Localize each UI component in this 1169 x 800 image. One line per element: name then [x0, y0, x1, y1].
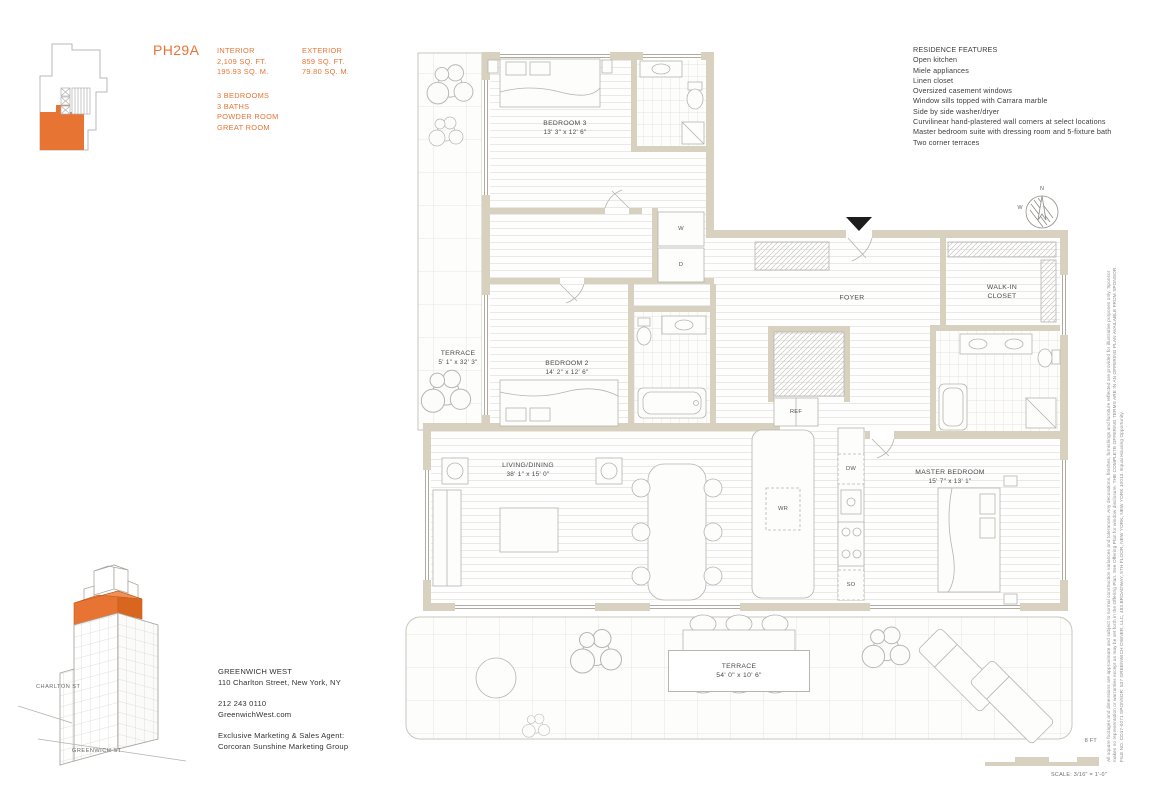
exterior-stats — [302, 46, 349, 78]
program-list — [217, 91, 279, 133]
scale-bar — [985, 738, 1107, 786]
room-label-bedroom2: BEDROOM 2 14' 2" x 12' 6" — [545, 360, 589, 376]
wine-fridge-label: WR — [777, 506, 789, 512]
agent-label: Exclusive Marketing & Sales Agent: — [218, 731, 345, 740]
interior-sqft: 2,109 SQ. FT. — [217, 56, 267, 66]
exterior-label: EXTERIOR — [302, 46, 343, 55]
street-label-greenwich: GREENWICH ST — [72, 748, 122, 754]
feature-item: Curvilinear hand-plastered wall corners at select locations — [913, 117, 1106, 127]
program-item: POWDER ROOM — [217, 112, 279, 121]
legal-line: FILE NO. CD17-0071 SPONSOR: 537 GREENWICH OWNER, LLC, 483 BROADWAY, 5TH FLOOR, NEW YORK, NEW YORK 10013. Equal Housing Opportunity. — [1118, 411, 1124, 762]
compass-n-label: N — [1040, 186, 1044, 192]
features-title: RESIDENCE FEATURES — [913, 45, 998, 54]
street-label-charlton: CHARLTON ST — [36, 684, 81, 690]
floor-plan — [400, 40, 1080, 752]
building-address: 110 Charlton Street, New York, NY — [218, 678, 341, 687]
scale-ratio-label: SCALE: 3/16" = 1'-0" — [1051, 772, 1107, 778]
compass-w-label: W — [1017, 205, 1023, 211]
room-label-foyer: FOYER — [839, 294, 865, 302]
feature-item: Two corner terraces — [913, 137, 980, 147]
legal-disclaimer — [1106, 222, 1125, 762]
compass-icon — [1026, 196, 1058, 228]
legal-line: makes no representation or warranties except as may be set forth in the Offering Plan. See Offering Plan for window disclosure. THE COMPLETE OFFERING TERMS ARE IN AN OFFERING PLAN AVAILABLE FROM SPONSOR. — [1112, 266, 1118, 762]
scale-bar-segment — [1077, 757, 1099, 766]
fridge-label: REF — [789, 409, 803, 415]
feature-item: Miele appliances — [913, 65, 969, 75]
feature-item: Open kitchen — [913, 55, 958, 65]
interior-sqm: 195.93 SQ. M. — [217, 67, 269, 76]
agent-name: Corcoran Sunshine Marketing Group — [218, 742, 349, 751]
room-label-living: LIVING/DINING 38' 1" x 15' 0" — [502, 462, 554, 478]
dryer-label: D — [678, 262, 684, 268]
room-label-master: MASTER BEDROOM 15' 7" x 13' 1" — [915, 469, 985, 485]
dishwasher-label: DW — [845, 466, 857, 472]
feature-item: Linen closet — [913, 75, 954, 85]
entry-arrow-icon — [846, 217, 872, 231]
interior-stats — [217, 46, 269, 78]
building-illustration — [18, 553, 203, 768]
contact-block — [218, 666, 348, 752]
feature-item: Oversized casement windows — [913, 86, 1012, 96]
bistro-table — [476, 658, 516, 698]
room-label-walkin: WALK-IN CLOSET — [986, 284, 1018, 300]
feature-item: Side by side washer/dryer — [913, 106, 1000, 116]
exterior-sqft: 859 SQ. FT. — [302, 56, 345, 66]
feature-item: Master bedroom suite with dressing room and 5-fixture bath — [913, 127, 1112, 137]
scale-bar-segment — [1015, 757, 1049, 766]
exterior-sqm: 79.80 SQ. M. — [302, 67, 350, 76]
room-label-terrace-main: TERRACE 54' 0" x 10' 6" — [668, 650, 810, 692]
program-item: GREAT ROOM — [217, 122, 270, 132]
website-link[interactable]: GreenwichWest.com — [218, 710, 292, 719]
scale-ft-label: 8 FT — [1084, 738, 1097, 744]
key-plan — [12, 32, 124, 160]
oven-label: SO — [846, 582, 856, 588]
terrace-side — [418, 53, 482, 430]
interior-label: INTERIOR — [217, 46, 255, 55]
building-name: GREENWICH WEST — [218, 667, 293, 676]
room-label-terrace-side: TERRACE 5' 1" x 32' 3" — [438, 350, 478, 366]
phone-number: 212 243 0110 — [218, 699, 267, 708]
program-item: 3 BEDROOMS — [217, 91, 270, 100]
legal-line: All square footages and dimensions are approximate and subject to normal construction variances and tolerances. Any decorations, finishes, furnishings and furniture reflected are provided for illustrative purposes only. Sponsor — [1106, 270, 1111, 762]
feature-item: Window sills topped with Carrara marble — [913, 96, 1048, 106]
program-item: 3 BATHS — [217, 101, 250, 111]
unit-title: PH29A — [153, 42, 200, 58]
room-label-bedroom3: BEDROOM 3 13' 3" x 12' 6" — [543, 120, 587, 136]
washer-label: W — [678, 226, 684, 232]
